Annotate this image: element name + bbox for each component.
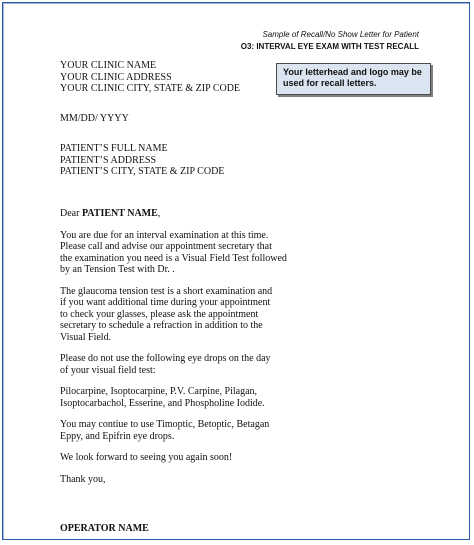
paragraph-tension-test: [60, 286, 430, 344]
body-line: secretary to schedule a refraction in addition to the: [60, 320, 263, 331]
body-line: Please call and advise our appointment secretary that: [60, 241, 272, 252]
body-line: to check your glasses, please ask the appointment: [60, 308, 259, 320]
paragraph-allowed-drops: [60, 419, 430, 442]
clinic-city-state-zip: YOUR CLINIC CITY, STATE & ZIP CODE: [60, 83, 241, 94]
body-line: The glaucoma tension test is a short examination and: [60, 285, 273, 297]
body-line: Please do not use the following eye drops on the day: [60, 353, 271, 364]
salutation-patient-name: PATIENT NAME: [81, 208, 158, 219]
body-line: of your visual field test:: [60, 364, 156, 376]
body-line: You are due for an interval examination at this time.: [60, 229, 269, 241]
clinic-address: YOUR CLINIC ADDRESS: [60, 71, 172, 83]
salutation: [60, 208, 430, 220]
body-line: by an Tension Test with Dr. .: [60, 264, 175, 275]
header-title: Sample of Recall/No Show Letter for Patient: [262, 30, 419, 39]
date-placeholder: MM/DD/ YYYY: [60, 113, 129, 124]
salutation-suffix: ,: [157, 208, 161, 219]
signature-operator-name: OPERATOR NAME: [60, 523, 149, 534]
clinic-name: YOUR CLINIC NAME: [60, 60, 157, 71]
letterhead-note-box: [276, 63, 431, 95]
note-line: used for recall letters.: [283, 78, 377, 88]
paragraph-due-notice: [60, 230, 430, 276]
document-header: [241, 29, 419, 53]
letter-date: [60, 113, 129, 125]
patient-address-block: [60, 143, 224, 178]
body-line: the examination you need is a Visual Field Test followed: [60, 252, 287, 264]
page-frame: [2, 2, 470, 540]
paragraph-eye-drops-warning: [60, 353, 430, 376]
note-line: Your letterhead and logo may be: [283, 67, 422, 77]
body-line: if you want additional time during your appointment: [60, 297, 271, 308]
letter-body: [60, 208, 430, 545]
salutation-prefix: Dear: [60, 208, 82, 219]
body-line: We look forward to seeing you again soon!: [60, 452, 233, 463]
patient-full-name: PATIENT’S FULL NAME: [60, 143, 168, 154]
header-subtitle: O3: INTERVAL EYE EXAM WITH TEST RECALL: [240, 42, 419, 51]
body-line: Eppy, and Epifrin eye drops.: [60, 430, 175, 442]
clinic-address-block: [60, 60, 240, 95]
patient-city-state-zip: PATIENT’S CITY, STATE & ZIP CODE: [60, 166, 225, 177]
body-line: You may contiue to use Timoptic, Betoptic, Betagan: [60, 419, 270, 430]
body-line: Pilocarpine, Isoptocarpine, P.V. Carpine, Pilagan,: [60, 386, 258, 397]
closing: Thank you,: [60, 473, 106, 485]
paragraph-closing-remark: [60, 452, 430, 464]
paragraph-prohibited-drops: [60, 386, 430, 409]
patient-address: PATIENT’S ADDRESS: [60, 154, 157, 166]
body-line: Isoptocarbachol, Esserine, and Phospholine Iodide.: [60, 397, 265, 409]
body-line: Visual Field.: [60, 331, 112, 343]
